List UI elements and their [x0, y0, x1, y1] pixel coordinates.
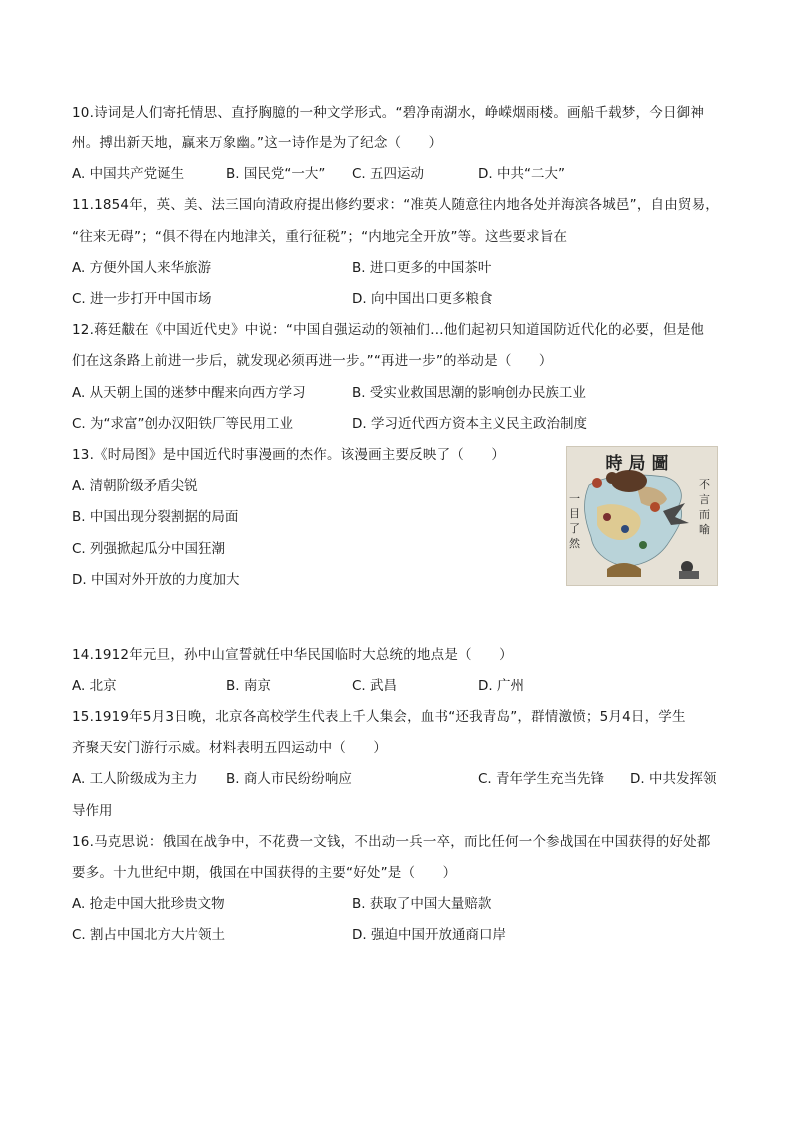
q12-option-b[interactable]: B. 受实业救国思潮的影响创办民族工业: [352, 385, 586, 401]
q11-line-2: “往来无碍”；“俱不得在内地津关，重行征税”；“内地完全开放”等。这些要求旨在: [72, 229, 568, 245]
q11-option-d[interactable]: D. 向中国出口更多粮食: [352, 291, 493, 307]
q12-line-1: 12.蒋廷黻在《中国近代史》中说：“中国自强运动的领袖们…他们起初只知道国防近代化的必要，但是他: [72, 322, 705, 338]
q12-option-c[interactable]: C. 为“求富”创办汉阳铁厂等民用工业: [72, 416, 293, 432]
q12-option-a[interactable]: A. 从天朝上国的迷梦中醒来向西方学习: [72, 385, 306, 401]
q12-line-2: 们在这条路上前进一步后，就发现必须再进一步。”“再进一步”的举动是（ ）: [72, 353, 553, 369]
q16-line-2: 要多。十九世纪中期，俄国在中国获得的主要“好处”是（ ）: [72, 865, 457, 881]
q13-option-b[interactable]: B. 中国出现分裂割据的局面: [72, 509, 239, 525]
q14-option-b[interactable]: B. 南京: [226, 678, 271, 694]
q14-option-c[interactable]: C. 武昌: [352, 678, 398, 694]
q13-option-a[interactable]: A. 清朝阶级矛盾尖锐: [72, 478, 198, 494]
cartoon-left-caption: 一目了然: [569, 492, 580, 550]
q11-option-a[interactable]: A. 方便外国人来华旅游: [72, 260, 212, 276]
q11-line-1: 11.1854年，英、美、法三国向清政府提出修约要求：“准英人随意往内地各处并海滨各城邑”，自由贸易，: [72, 197, 720, 213]
q10-option-a[interactable]: A. 中国共产党诞生: [72, 166, 185, 182]
q10-option-d[interactable]: D. 中共“二大”: [478, 166, 565, 182]
q13-option-d[interactable]: D. 中国对外开放的力度加大: [72, 572, 240, 588]
cartoon-title: 時局圖: [605, 454, 675, 474]
q12-option-d[interactable]: D. 学习近代西方资本主义民主政治制度: [352, 416, 587, 432]
q13-option-c[interactable]: C. 列强掀起瓜分中国狂潮: [72, 541, 226, 557]
q14-line-1: 14.1912年元旦，孙中山宣誓就任中华民国临时大总统的地点是（ ）: [72, 647, 513, 663]
q14-option-a[interactable]: A. 北京: [72, 678, 117, 694]
cartoon-right-caption: 不言而喻: [699, 478, 710, 536]
q15-option-d-continued: 导作用: [72, 803, 113, 819]
q16-line-1: 16.马克思说：俄国在战争中，不花费一文钱，不出动一兵一卒，而比任何一个参战国在中国获得的好处都: [72, 834, 711, 850]
q15-option-b[interactable]: B. 商人市民纷纷响应: [226, 771, 352, 787]
q14-option-d[interactable]: D. 广州: [478, 678, 524, 694]
shijutu-cartoon-figure: [566, 446, 718, 586]
q10-option-b[interactable]: B. 国民党“一大”: [226, 166, 326, 182]
q10-line-2: 州。搏出新天地，赢来万象幽。”这一诗作是为了纪念（ ）: [72, 135, 443, 151]
q11-option-b[interactable]: B. 进口更多的中国茶叶: [352, 260, 492, 276]
q15-line-1: 15.1919年5月3日晚，北京各高校学生代表上千人集会，血书“还我青岛”，群情激愤；5月4日，学生: [72, 709, 686, 725]
q16-option-d[interactable]: D. 强迫中国开放通商口岸: [352, 927, 506, 943]
q15-option-c[interactable]: C. 青年学生充当先锋: [478, 771, 605, 787]
q10-line-1: 10.诗词是人们寄托情思、直抒胸臆的一种文学形式。“碧净南湖水，峥嵘烟雨楼。画船千载梦，今日御神: [72, 105, 705, 121]
q15-option-a[interactable]: A. 工人阶级成为主力: [72, 771, 198, 787]
q13-line-1: 13.《时局图》是中国近代时事漫画的杰作。该漫画主要反映了（ ）: [72, 447, 506, 463]
q11-option-c[interactable]: C. 进一步打开中国市场: [72, 291, 212, 307]
q15-option-d[interactable]: D. 中共发挥领: [630, 771, 717, 787]
q16-option-b[interactable]: B. 获取了中国大量赔款: [352, 896, 492, 912]
q16-option-c[interactable]: C. 割占中国北方大片领土: [72, 927, 226, 943]
q15-line-2: 齐聚天安门游行示威。材料表明五四运动中（ ）: [72, 740, 388, 756]
q16-option-a[interactable]: A. 抢走中国大批珍贵文物: [72, 896, 225, 912]
q10-option-c[interactable]: C. 五四运动: [352, 166, 425, 182]
